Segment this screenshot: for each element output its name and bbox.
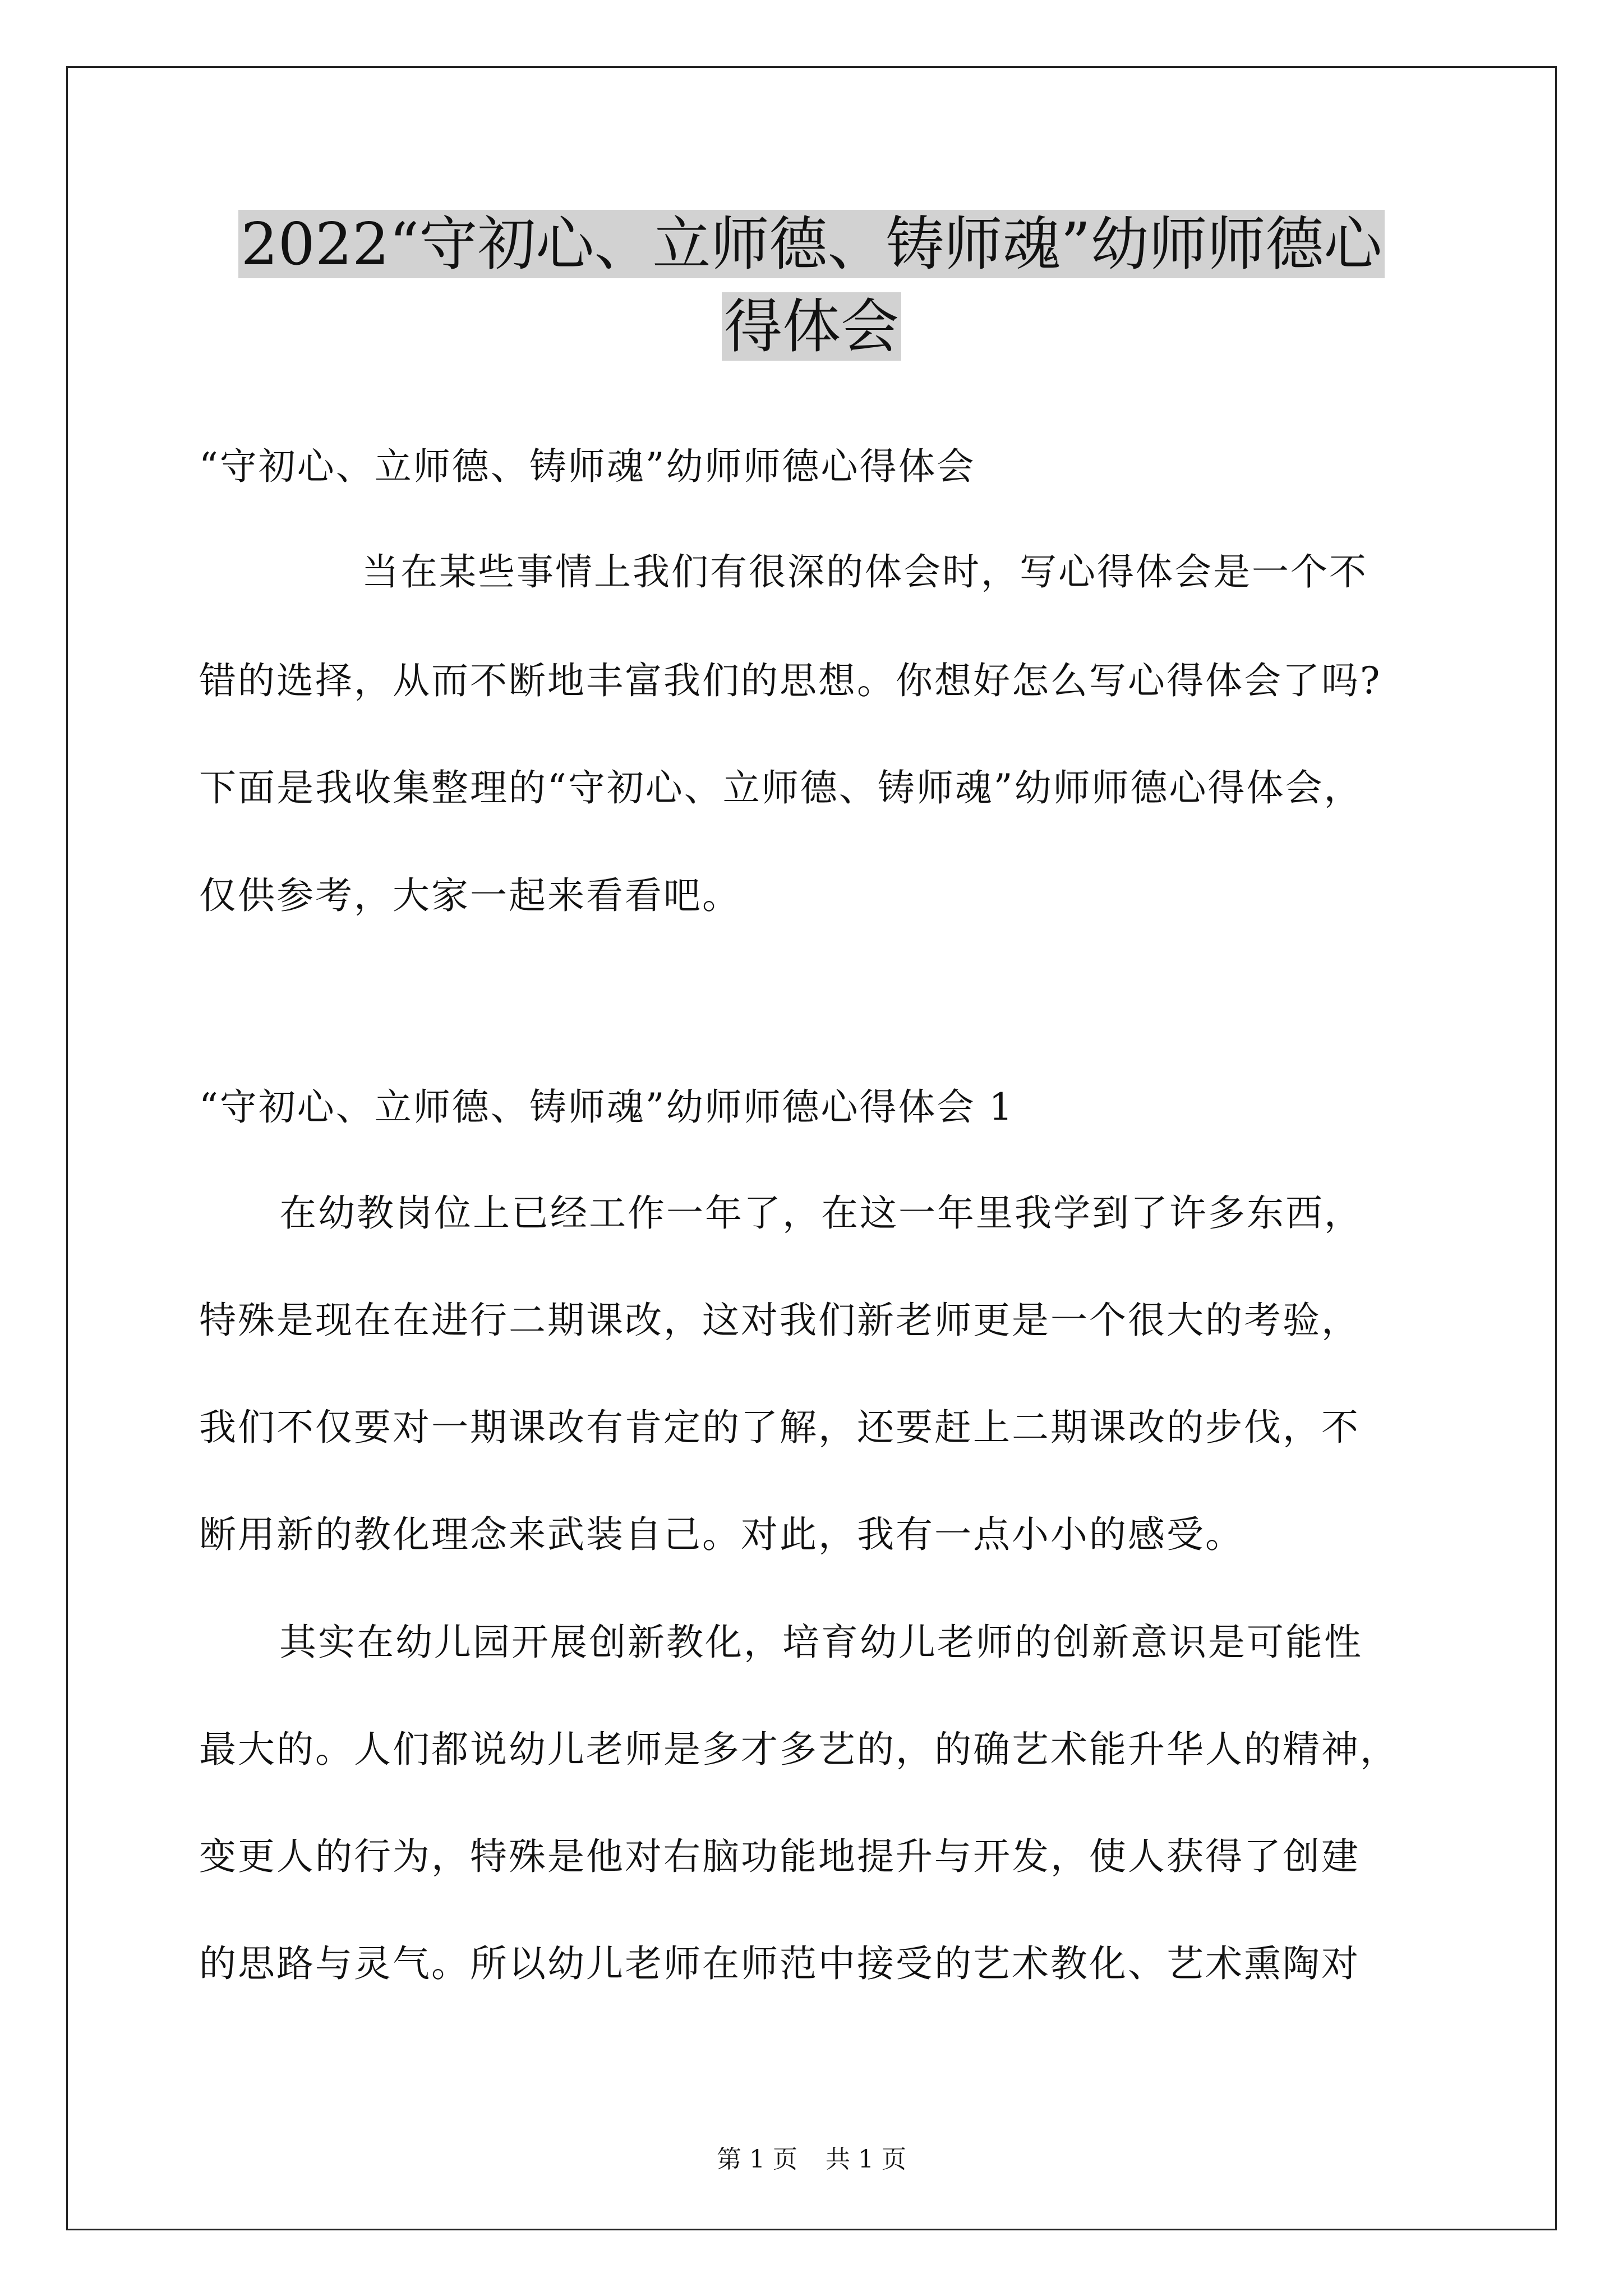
paragraph-line: 的思路与灵气。所以幼儿老师在师范中接受的艺术教化、艺术熏陶对 (199, 1942, 1360, 1985)
page-current: 第 1 页 (717, 2145, 797, 2174)
intro-line: 下面是我收集整理的“守初心、立师德、铸师魂”幼师师德心得体会， (199, 766, 1363, 809)
intro-line: 仅供参考，大家一起来看看吧。 (199, 874, 741, 917)
paragraph-line: 在幼教岗位上已经工作一年了，在这一年里我学到了许多东西， (279, 1191, 1363, 1235)
page-total: 共 1 页 (826, 2145, 906, 2174)
document-subtitle: “守初心、立师德、铸师魂”幼师师德心得体会 (199, 445, 976, 488)
paragraph-line: 断用新的教化理念来武装自己。对此，我有一点小小的感受。 (199, 1513, 1244, 1556)
page-border (66, 66, 1557, 2230)
intro-line: 当在某些事情上我们有很深的体会时，写心得体会是一个不 (362, 550, 1368, 593)
paragraph-line: 变更人的行为，特殊是他对右脑功能地提升与开发，使人获得了创建 (199, 1835, 1360, 1878)
paragraph-line: 我们不仅要对一期课改有肯定的了解，还要赶上二期课改的步伐，不 (199, 1406, 1360, 1449)
section-heading: “守初心、立师德、铸师魂”幼师师德心得体会 1 (199, 1085, 1015, 1129)
page-footer (0, 2143, 1623, 2177)
document-title-line-2: 得体会 (0, 284, 1623, 369)
intro-line: 错的选择，从而不断地丰富我们的思想。你想好怎么写心得体会了吗? (199, 659, 1382, 702)
paragraph-line: 特殊是现在在进行二期课改，这对我们新老师更是一个很大的考验， (199, 1299, 1360, 1342)
document-title-line-1: 2022“守初心、立师德、铸师魂”幼师师德心 (0, 202, 1623, 286)
paragraph-line: 最大的。人们都说幼儿老师是多才多艺的，的确艺术能升华人的精神， (199, 1728, 1399, 1771)
paragraph-line: 其实在幼儿园开展创新教化，培育幼儿老师的创新意识是可能性 (279, 1621, 1363, 1664)
